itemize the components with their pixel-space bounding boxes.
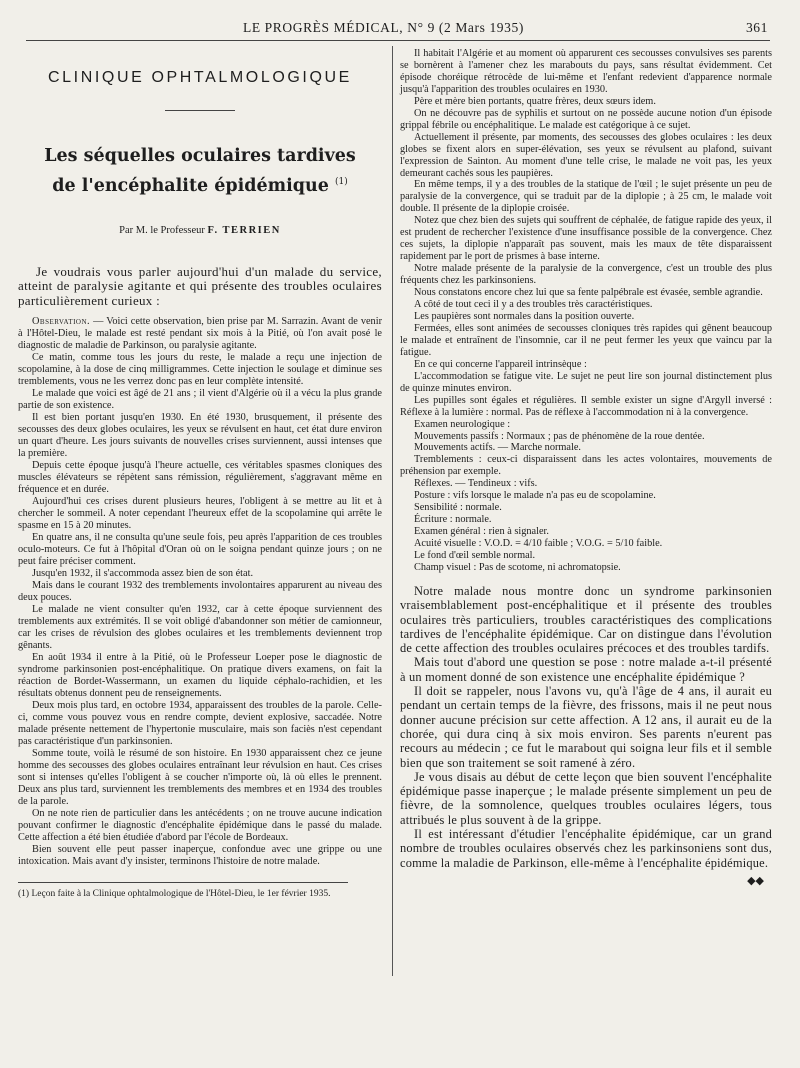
observation-text: — Voici cette observation, bien prise par M. Sarrazin. Avant de venir à l'Hôtel-Dieu, le malade est resté pendant six mois à la Pitié, où l'on avait posé le diagnostic de maladie de Parkinson, ou paralysie agitante. <box>18 316 382 352</box>
author-name: F. TERRIEN <box>207 224 281 236</box>
body-paragraph: Actuellement il présente, par moments, des secousses des globes oculaires : les deux globes se fixent alors en super-élévation, ses yeux se révulsent au plafond, suivant l'expression de Sainton. Au moment d'une telle crise, le malade ne voit pas, les yeux demeurant cachés sous les paupières. <box>400 131 772 179</box>
body-paragraph: Il habitait l'Algérie et au moment où apparurent ces secousses convulsives ses parents se bornèrent à l'amener chez les marabouts du pays, sans résultat évidemment. Cet épisode choréique rétrocède de lui-même et l'enfant redevient d'apparence normale jusqu'à l'apparition des troubles oculaires en 1930. <box>400 48 772 95</box>
body-paragraph: On ne note rien de particulier dans les antécédents ; on ne trouve aucune indication pouvant confirmer le diagnostic d'encéphalite épidémique dans le passé du malade. Cette affection a été bien étudiée d'abord par l'école de Bordeaux. <box>18 808 382 844</box>
section-heading: CLINIQUE OPHTALMOLOGIQUE <box>48 69 352 86</box>
body-paragraph: Deux mois plus tard, en octobre 1934, apparaissent des troubles de la parole. Celle-ci, comme vous pouvez vous en rendre compte, devient explosive, saccadée. Notre malade présente nettement de l'hypertonie musculaire, mais son faciès n'est cependant pas caractéristique d'un parkinsonien. <box>18 700 382 748</box>
body-paragraph: Acuité visuelle : V.O.D. = 4/10 faible ; V.O.G. = 5/10 faible. <box>414 538 663 550</box>
body-paragraph: En ce qui concerne l'appareil intrinsèque : <box>414 358 587 370</box>
body-paragraph: Le malade ne vient consulter qu'en 1932, car à cette époque surviennent des tremblements aux extrémités. Il se voit obligé d'abandonner son métier de camionneur, car les crises de révulsion des globes oculaires et les tremblements deviennent trop gênants. <box>18 604 382 652</box>
body-paragraph: Notre malade présente de la paralysie de la convergence, c'est un trouble des plus fréquents chez les parkinsoniens. <box>400 263 772 287</box>
body-paragraph: En août 1934 il entre à la Pitié, où le Professeur Loeper pose le diagnostic de syndrome parkinsonien post-encéphalitique. On pratique divers examens, on fait la réaction de Bordet-Wassermann, un examen du liquide céphalo-rachidien, et les résultats obtenus donnent peu de renseignements. <box>18 652 382 700</box>
body-paragraph: Examen général : rien à signaler. <box>414 526 549 538</box>
body-paragraph: Somme toute, voilà le résumé de son histoire. En 1930 apparaissent chez ce jeune homme des secousses des globes oculaires entraînant leur révulsion en haut. Ces crises sont si intenses qu'elles l'obligent à se coucher n'importe où, là où elles le prennent. Deux ans plus tard, surviennent les tremblements des membres et en 1934 des troubles de la parole. <box>18 748 382 808</box>
running-header <box>28 18 768 40</box>
body-paragraph: Sensibilité : normale. <box>414 502 502 514</box>
body-paragraph: Le fond d'œil semble normal. <box>414 550 536 562</box>
body-paragraph: Bien souvent elle peut passer inaperçue, confondue avec une grippe ou une intoxication. Mais avant d'y insister, terminons l'histoire de notre malade. <box>18 844 382 868</box>
body-paragraph: Aujourd'hui ces crises durent plusieurs heures, l'obligent à se mettre au lit et à chercher le sommeil. A noter cependant l'heureux effet de la scopolamine qui arrête le spasme en 15 à 20 minutes. <box>18 496 382 532</box>
body-paragraph: Les pupilles sont égales et régulières. Il semble exister un signe d'Argyll inversé : Réflexe à la lumière : normal. Pas de réflexe à l'accommodation ni à la convergence. <box>400 394 772 418</box>
body-paragraph: Le malade que voici est âgé de 21 ans ; il vient d'Algérie où il a vécu la plus grande partie de son existence. <box>18 388 382 412</box>
intro-paragraph: Je voudrais vous parler aujourd'hui d'un malade du service, atteint de paralysie agitante et qui présente des troubles oculaires particulièrement curieux : <box>18 263 382 308</box>
right-column <box>400 48 772 888</box>
body-paragraph: Mouvements actifs. — Marche normale. <box>414 442 581 454</box>
body-paragraph: Écriture : normale. <box>414 514 492 526</box>
body-paragraph: Tremblements : ceux-ci disparaissent dans les actes volontaires, mouvements de préhension par exemple. <box>400 454 772 478</box>
section-rule <box>165 110 235 111</box>
body-paragraph: Il est bien portant jusqu'en 1930. En été 1930, brusquement, il présente des secousses des deux globes oculaires, les yeux se révulsent en haut, cet état dure environ un quart d'heure. Les jours suivants de nouvelles crises surviennent, aussi intenses que la première. <box>18 412 382 460</box>
fleuron-ornament: ◆◆ <box>747 874 764 887</box>
discussion-paragraph: Il doit se rappeler, nous l'avons vu, qu'à l'âge de 4 ans, il aurait eu pendant un certain temps de la fièvre, des frissons, mais il ne peut nous donner aucune précision sur cette affection. A 12 ans, il aurait eu de la chorée, qui dura cinq à six mois environ. Ses parents n'eurent pas recours au médecin ; ce fut le marabout qui soigna leur fils et il semble bien que son traitement se soit ramené à zéro. <box>400 684 772 770</box>
footnote-rule <box>18 882 348 883</box>
left-column <box>18 62 382 900</box>
body-paragraph: Examen neurologique : <box>414 418 511 430</box>
body-paragraph: Champ visuel : Pas de scotome, ni achromatopsie. <box>414 561 621 573</box>
author-line <box>18 225 382 237</box>
body-paragraph: Les paupières sont normales dans la position ouverte. <box>414 310 635 322</box>
title-line-2: de l'encéphalite épidémique <box>52 175 329 196</box>
body-paragraph: Mais dans le courant 1932 des tremblements involontaires apparurent au niveau des deux pouces. <box>18 580 382 604</box>
page-number: 361 <box>745 20 768 35</box>
body-paragraph: Nous constatons encore chez lui que sa fente palpébrale est évasée, semble agrandie. <box>414 287 763 299</box>
observation-label: Observation. <box>32 316 91 328</box>
observation-paragraph <box>18 316 382 352</box>
column-divider <box>392 46 393 976</box>
body-paragraph: On ne découvre pas de syphilis et surtout on ne possède aucune notion d'un épisode grippal fébrile ou encéphalitique. Le malade est catégorique à ce sujet. <box>400 107 772 131</box>
discussion-paragraph: Notre malade nous montre donc un syndrome parkinsonien vraisemblablement post-encéphalitique et il présente des troubles oculaires très particuliers, troubles caractéristiques des complications tardives de l'encéphalite épidémique. Car on distingue dans l'évolution de cette affection des troubles oculaires précoces et des troubles tardifs. <box>400 583 772 656</box>
title-line-1: Les séquelles oculaires tardives <box>44 146 356 166</box>
body-paragraph: Mouvements passifs : Normaux ; pas de phénomène de la roue dentée. <box>414 430 705 442</box>
article-title <box>18 143 382 199</box>
journal-title: LE PROGRÈS MÉDICAL, N° 9 (2 Mars 1935) <box>243 20 524 35</box>
body-paragraph: Jusqu'en 1932, il s'accommoda assez bien de son état. <box>32 568 254 580</box>
spacer <box>400 574 772 584</box>
body-paragraph: Ce matin, comme tous les jours du reste, le malade a reçu une injection de scopolamine, à la dose de cinq milligrammes. Cette injection le soulage et diminue ses tremblements, vous ne les verrez donc pas en leur complète intensité. <box>18 352 382 388</box>
body-paragraph: En quatre ans, il ne consulta qu'une seule fois, peu après l'apparition de ces troubles oculo-moteurs. Ce fut à l'hôpital d'Oran où on le soigna pendant quinze jours ; on ne peut faire préciser comment. <box>18 532 382 568</box>
footnote: (1) Leçon faite à la Clinique ophtalmologique de l'Hôtel-Dieu, le 1er février 1935. <box>18 889 331 900</box>
body-paragraph: Père et mère bien portants, quatre frères, deux sœurs idem. <box>414 95 656 107</box>
body-paragraph: Réflexes. — Tendineux : vifs. <box>414 478 538 490</box>
body-paragraph: Depuis cette époque jusqu'à l'heure actuelle, ces véritables spasmes cloniques des muscles élévateurs se répètent sans rémission, régulièrement, s'aggravant même en fréquence et en durée. <box>18 460 382 496</box>
title-footnote-marker: (1) <box>335 177 348 187</box>
discussion-paragraph: Il est intéressant d'étudier l'encéphalite épidémique, car un grand nombre de troubles oculaires observés chez les parkinsoniens sont dus, comme la maladie de Parkinson, elle-même à l'encéphalite épidémique. <box>400 826 772 870</box>
body-paragraph: Posture : vifs lorsque le malade n'a pas eu de scopolamine. <box>414 490 656 502</box>
author-prefix: Par M. le Professeur <box>119 224 205 236</box>
body-paragraph: L'accommodation se fatigue vite. Le sujet ne peut lire son journal distinctement plus de quinze minutes environ. <box>400 370 772 394</box>
discussion-paragraph: Je vous disais au début de cette leçon que bien souvent l'encéphalite épidémique passe inaperçue ; le malade présente simplement un peu de fièvre, de la somnolence, quelques troubles oculaires légers, tous attribués le plus souvent à de la grippe. <box>400 769 772 827</box>
body-paragraph: En même temps, il y a des troubles de la statique de l'œil ; le sujet présente un peu de paralysie de la convergence, qui se traduit par de la diplopie ; à 25 cm, le malade voit double. Il présente de la diplopie croisée. <box>400 179 772 215</box>
body-paragraph: Fermées, elles sont animées de secousses cloniques très rapides qui gênent beaucoup le malade et entraînent de l'insomnie, car il ne peut fermer les yeux que vaincu par la fatigue. <box>400 322 772 358</box>
header-rule <box>26 40 770 41</box>
body-paragraph: Notez que chez bien des sujets qui souffrent de céphalée, de fatigue rapide des yeux, il est prudent de rechercher l'existence d'une insuffisance possible de la convergence. Chez ces sujets, la diplopie n'apparaît pas souvent, mais les maux de tête disparaissent rapidement par le port de prismes à base interne. <box>400 215 772 263</box>
discussion-paragraph: Mais tout d'abord une question se pose : notre malade a-t-il présenté à un moment donné de son existence une encéphalite épidémique ? <box>400 655 772 684</box>
body-paragraph: A côté de tout ceci il y a des troubles très caractéristiques. <box>414 299 653 311</box>
